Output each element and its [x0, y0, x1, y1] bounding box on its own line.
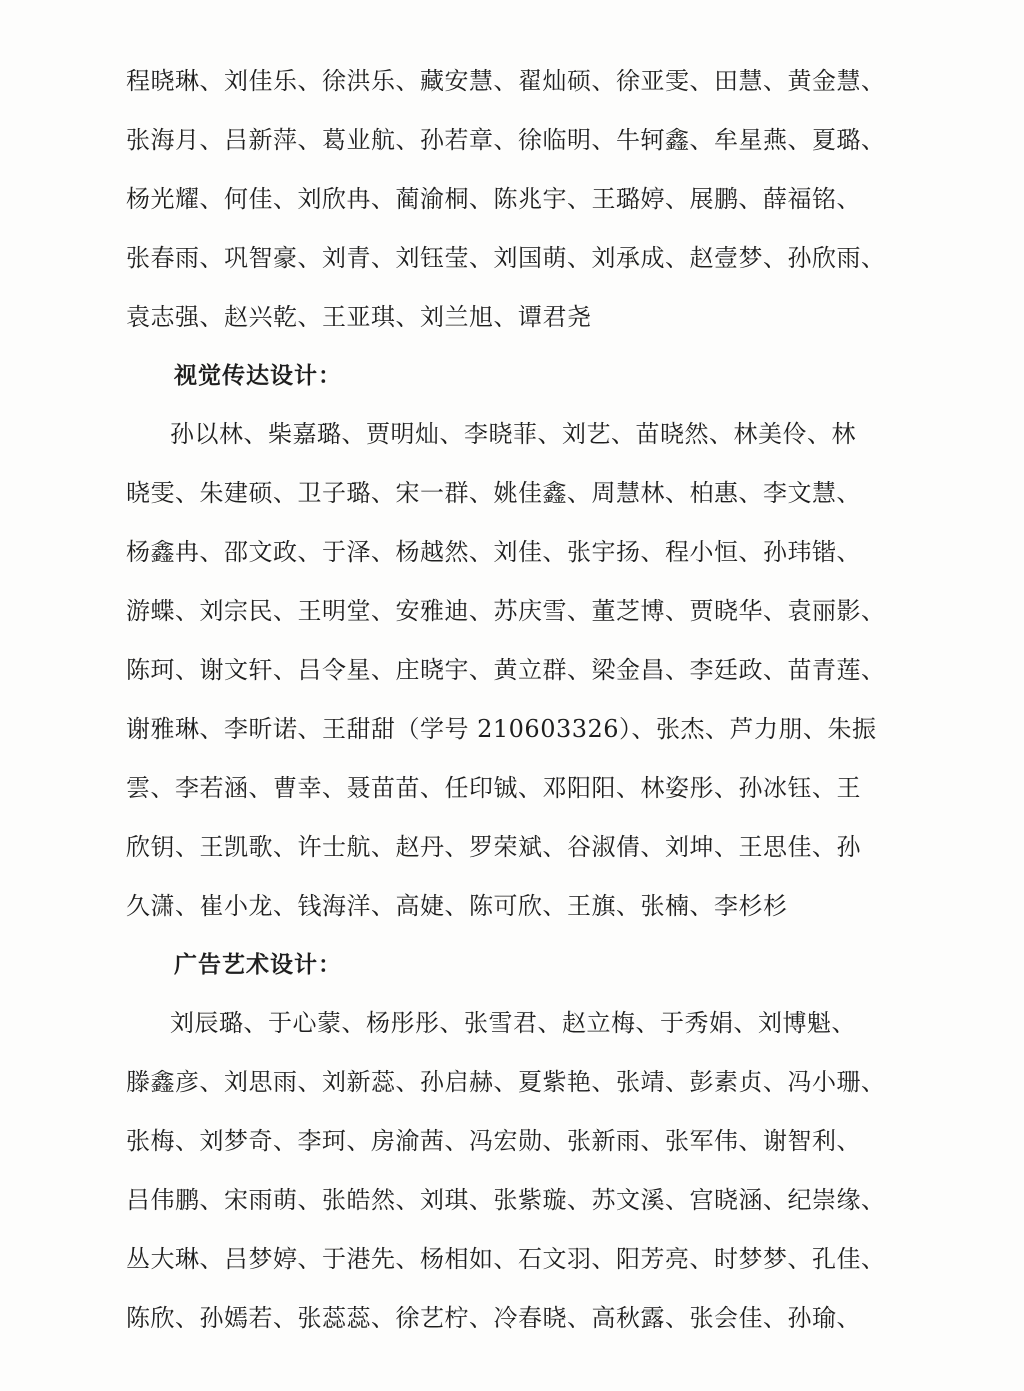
name-list-line: 吕伟鹏、宋雨萌、张皓然、刘琪、张紫璇、苏文溪、宫晓涵、纪崇缘、 [126, 1186, 886, 1214]
name-list-line: 孙以林、柴嘉璐、贾明灿、李晓菲、刘艺、苗晓然、林美伶、林 [170, 420, 856, 448]
name-list-line: 刘辰璐、于心蒙、杨彤彤、张雪君、赵立梅、于秀娟、刘博魁、 [170, 1009, 856, 1037]
name-list-line: 张春雨、巩智豪、刘青、刘钰莹、刘国萌、刘承成、赵壹梦、孙欣雨、 [126, 244, 886, 272]
name-list-line: 程晓琳、刘佳乐、徐洪乐、藏安慧、翟灿硕、徐亚雯、田慧、黄金慧、 [126, 67, 886, 95]
name-list-line: 晓雯、朱建硕、卫子璐、宋一群、姚佳鑫、周慧林、柏惠、李文慧、 [126, 479, 861, 507]
name-list-line: 欣钥、王凯歌、许士航、赵丹、罗荣斌、谷淑倩、刘坤、王思佳、孙 [126, 833, 861, 861]
name-list-line: 久潇、崔小龙、钱海洋、高婕、陈可欣、王旗、张楠、李杉杉 [126, 892, 788, 920]
name-list-line: 张海月、吕新萍、葛业航、孙若章、徐临明、牛轲鑫、牟星燕、夏璐、 [126, 126, 886, 154]
name-list-line: 丛大琳、吕梦婷、于港先、杨相如、石文羽、阳芳亮、时梦梦、孔佳、 [126, 1245, 886, 1273]
name-list-line: 杨光耀、何佳、刘欣冉、蔺渝桐、陈兆宇、王璐婷、展鹏、薛福铭、 [126, 185, 861, 213]
name-list-line: 杨鑫冉、邵文政、于泽、杨越然、刘佳、张宇扬、程小恒、孙玮锴、 [126, 538, 861, 566]
document-body [126, 52, 896, 1348]
name-list-line: 雲、李若涵、曹幸、聂苗苗、任印铖、邓阳阳、林姿彤、孙冰钰、王 [126, 774, 861, 802]
name-list-line: 游蝶、刘宗民、王明堂、安雅迪、苏庆雪、董芝博、贾晓华、袁丽影、 [126, 597, 886, 625]
name-list-line: 张梅、刘梦奇、李珂、房渝茜、冯宏勋、张新雨、张军伟、谢智利、 [126, 1127, 861, 1155]
name-list-line: 袁志强、赵兴乾、王亚琪、刘兰旭、谭君尧 [126, 303, 592, 331]
name-list-line: 滕鑫彦、刘思雨、刘新蕊、孙启赫、夏紫艳、张靖、彭素贞、冯小珊、 [126, 1068, 886, 1096]
section-heading-visual-communication: 视觉传达设计： [174, 363, 342, 389]
name-list-line: 谢雅琳、李昕诺、王甜甜（学号 210603326）、张杰、芦力朋、朱振 [126, 715, 877, 743]
section-heading-advertising-design: 广告艺术设计： [174, 952, 342, 978]
name-list-line: 陈欣、孙嫣若、张蕊蕊、徐艺柠、冷春晓、高秋露、张会佳、孙瑜、 [126, 1304, 861, 1332]
name-list-line: 陈珂、谢文轩、吕令星、庄晓宇、黄立群、梁金昌、李廷政、苗青莲、 [126, 656, 886, 684]
